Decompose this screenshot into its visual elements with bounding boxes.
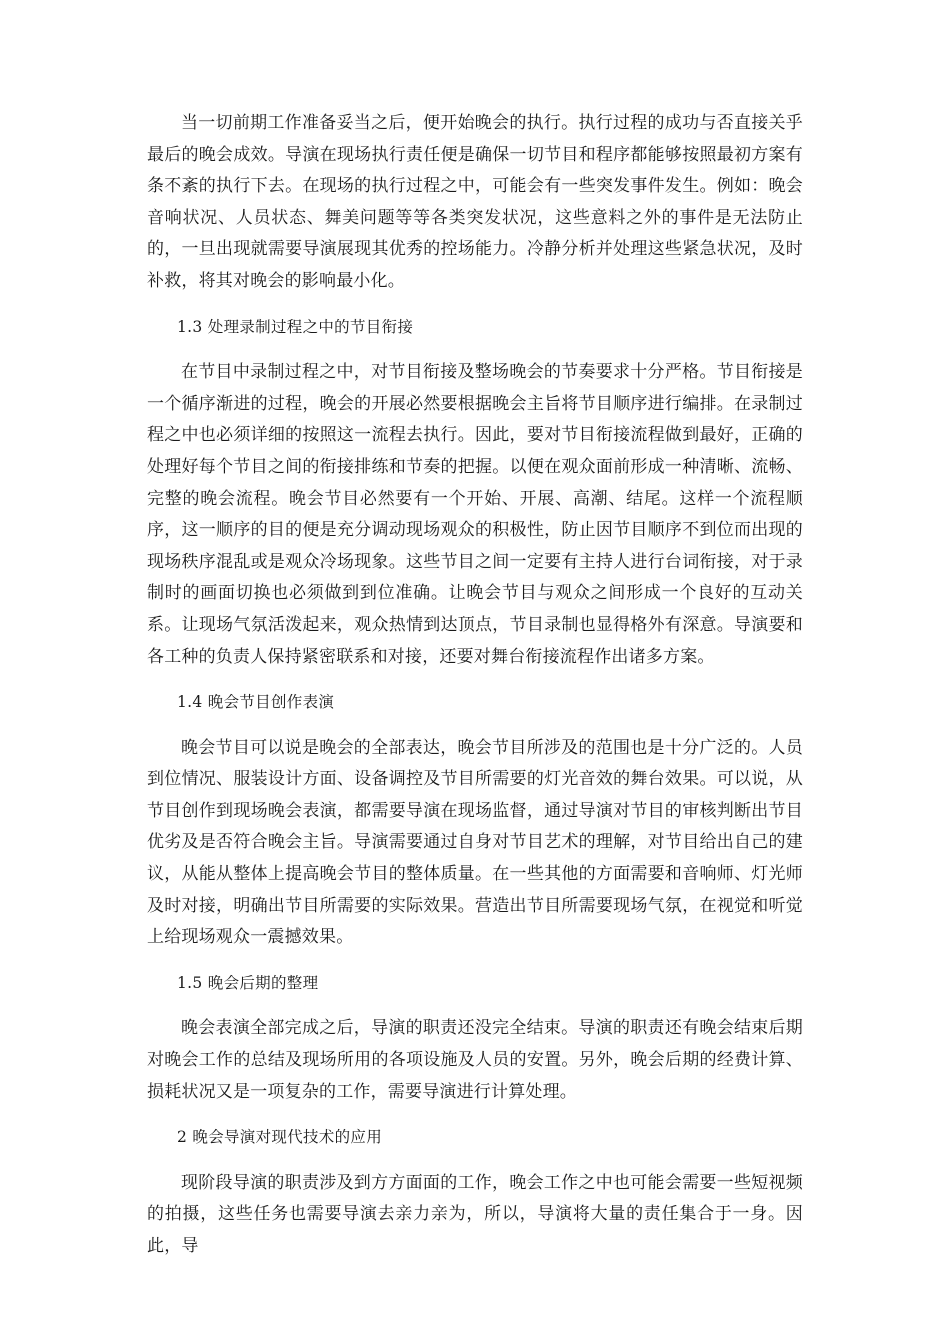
paragraph-execution: 当一切前期工作准备妥当之后，便开始晚会的执行。执行过程的成功与否直接关乎最后的晚会成效。导演在现场执行责任便是确保一切节目和程序都能够按照最初方案有条不紊的执行下去。在现场的执行过程之中，可能会有一些突发事件发生。例如：晚会音响状况、人员状态、舞美问题等等各类突发状况，这些意料之外的事件是无法防止的，一旦出现就需要导演展现其优秀的控场能力。冷静分析并处理这些紧急状况，及时补救，将其对晚会的影响最小化。 (147, 113, 803, 291)
section-heading-1-5: 1.5 晚会后期的整理 (177, 973, 319, 992)
paragraph-post-production: 晚会表演全部完成之后，导演的职责还没完全结束。导演的职责还有晚会结束后期对晚会工作的总结及现场所用的各项设施及人员的安置。另外，晚会后期的经费计算、损耗状况又是一项复杂的工作，需要导演进行计算处理。 (147, 1018, 803, 1102)
paragraph-program-transition: 在节目中录制过程之中，对节目衔接及整场晚会的节奏要求十分严格。节目衔接是一个循序渐进的过程，晚会的开展必然要根据晚会主旨将节目顺序进行编排。在录制过程之中也必须详细的按照这一流程去执行。因此，要对节目衔接流程做到最好，正确的处理好每个节目之间的衔接排练和节奏的把握。以便在观众面前形成一种清晰、流畅、完整的晚会流程。晚会节目必然要有一个开始、开展、高潮、结尾。这样一个流程顺序，这一顺序的目的便是充分调动现场观众的积极性，防止因节目顺序不到位而出现的现场秩序混乱或是观众冷场现象。这些节目之间一定要有主持人进行台词衔接，对于录制时的画面切换也必须做到到位准确。让晚会节目与观众之间形成一个良好的互动关系。让现场气氛活泼起来，观众热情到达顶点，节目录制也显得格外有深意。导演要和各工种的负责人保持紧密联系和对接，还要对舞台衔接流程作出诸多方案。 (147, 362, 803, 667)
paragraph-modern-technology: 现阶段导演的职责涉及到方方面面的工作，晚会工作之中也可能会需要一些短视频的拍摄，这些任务也需要导演去亲力亲为，所以，导演将大量的责任集合于一身。因此，导 (147, 1172, 803, 1256)
section-heading-1-4: 1.4 晚会节目创作表演 (177, 693, 335, 712)
spacer (147, 343, 803, 357)
spacer (147, 298, 803, 312)
spacer (147, 673, 803, 687)
document-page (147, 108, 803, 1263)
spacer (147, 954, 803, 968)
spacer (147, 1108, 803, 1122)
section-heading-1-3: 1.3 处理录制过程之中的节目衔接 (177, 317, 414, 336)
paragraph-program-creation: 晚会节目可以说是晚会的全部表达，晚会节目所涉及的范围也是十分广泛的。人员到位情况、服装设计方面、设备调控及节目所需要的灯光音效的舞台效果。可以说，从节目创作到现场晚会表演，都需要导演在现场监督，通过导演对节目的审核判断出节目优劣及是否符合晚会主旨。导演需要通过自身对节目艺术的理解，对节目给出自己的建议，从能从整体上提高晚会节目的整体质量。在一些其他的方面需要和音响师、灯光师及时对接，明确出节目所需要的实际效果。营造出节目所需要现场气氛，在视觉和听觉上给现场观众一震撼效果。 (147, 737, 803, 948)
section-heading-2: 2 晚会导演对现代技术的应用 (177, 1128, 382, 1147)
spacer (147, 1154, 803, 1168)
spacer (147, 719, 803, 733)
spacer (147, 999, 803, 1013)
